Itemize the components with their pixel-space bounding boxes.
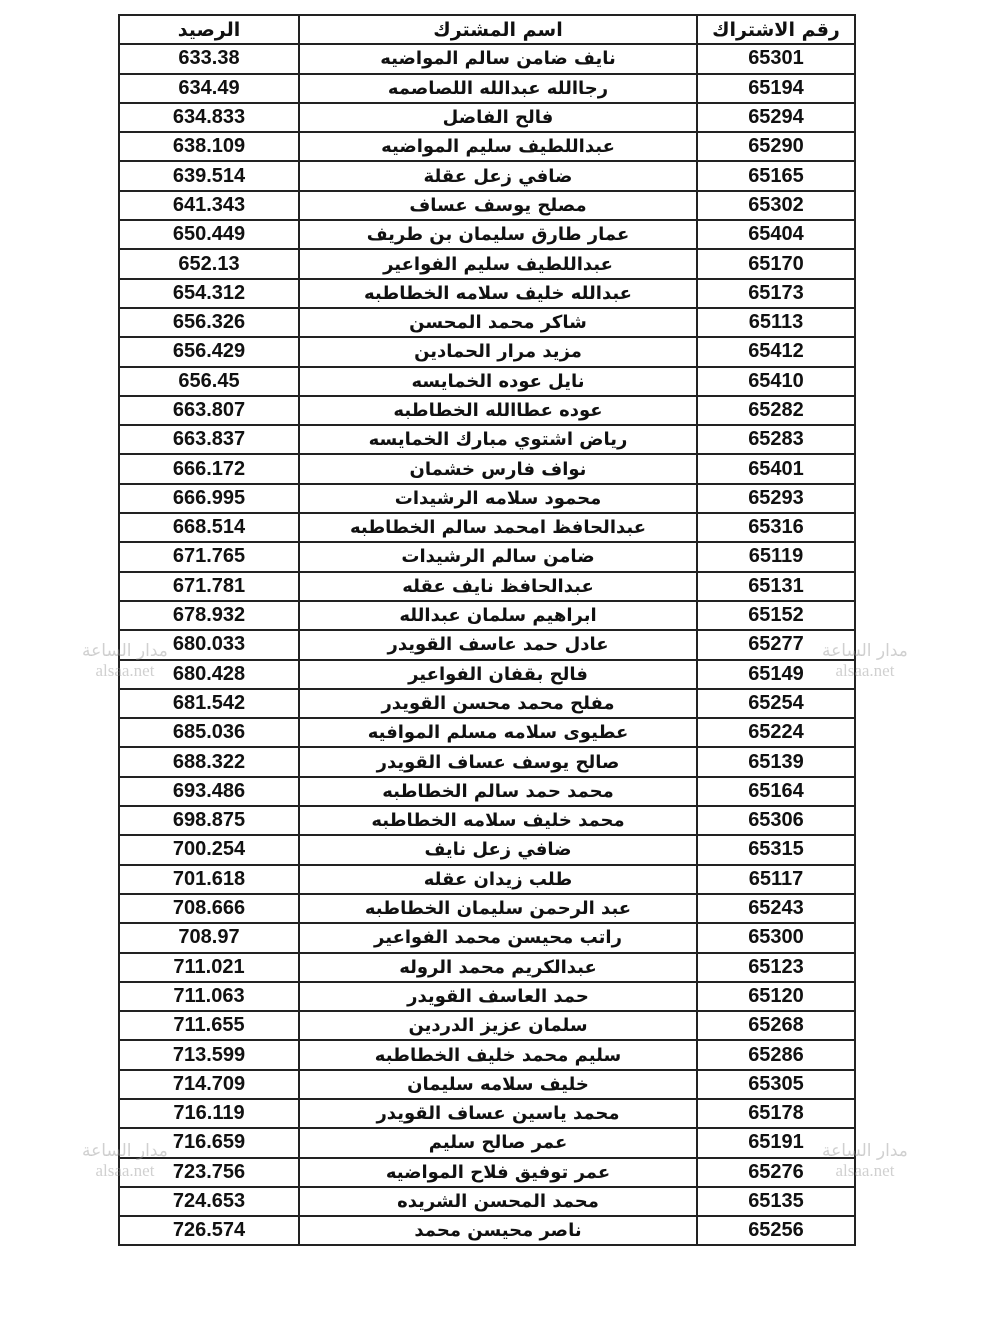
subscription-number-cell: 65243	[697, 894, 855, 923]
table-row	[119, 396, 855, 425]
table-row	[119, 367, 855, 396]
subscriber-name-cell: عبد الرحمن سليمان الخطاطبه	[299, 894, 697, 923]
subscription-number-cell: 65283	[697, 425, 855, 454]
table-row	[119, 542, 855, 571]
table-row	[119, 484, 855, 513]
table-row	[119, 337, 855, 366]
table-row	[119, 513, 855, 542]
subscription-number-cell: 65173	[697, 279, 855, 308]
balance-cell: 668.514	[119, 513, 299, 542]
subscription-number-cell: 65191	[697, 1128, 855, 1157]
header-balance: الرصيد	[119, 15, 299, 44]
table-row	[119, 1011, 855, 1040]
table-row	[119, 777, 855, 806]
balance-cell: 711.063	[119, 982, 299, 1011]
balance-cell: 708.666	[119, 894, 299, 923]
subscriber-name-cell: عبدالكريم محمد الروله	[299, 953, 697, 982]
watermark-url: alsaa.net	[835, 661, 895, 680]
watermark-url: alsaa.net	[95, 661, 155, 680]
subscription-number-cell: 65305	[697, 1070, 855, 1099]
table-row	[119, 74, 855, 103]
balance-cell: 680.033	[119, 630, 299, 659]
subscription-number-cell: 65256	[697, 1216, 855, 1245]
subscriber-name-cell: عمر صالح سليم	[299, 1128, 697, 1157]
subscriber-name-cell: محمود سلامه الرشيدات	[299, 484, 697, 513]
table-row	[119, 249, 855, 278]
subscriber-name-cell: عبداللطيف سليم الفواعير	[299, 249, 697, 278]
table-row	[119, 894, 855, 923]
table-row	[119, 660, 855, 689]
subscriber-name-cell: راتب محيسن محمد الفواعير	[299, 923, 697, 952]
subscriber-name-cell: مزيد مرار الحمادين	[299, 337, 697, 366]
subscription-number-cell: 65194	[697, 74, 855, 103]
subscriber-name-cell: محمد المحسن الشريده	[299, 1187, 697, 1216]
subscriber-name-cell: محمد خليف سلامه الخطاطبه	[299, 806, 697, 835]
header-subscriber-name: اسم المشترك	[299, 15, 697, 44]
subscription-number-cell: 65290	[697, 132, 855, 161]
balance-cell: 716.659	[119, 1128, 299, 1157]
subscriber-name-cell: خليف سلامه سليمان	[299, 1070, 697, 1099]
subscriber-name-cell: رجاالله عبدالله اللصاصمه	[299, 74, 697, 103]
header-subscription-number: رقم الاشتراك	[697, 15, 855, 44]
balance-cell: 654.312	[119, 279, 299, 308]
subscription-number-cell: 65315	[697, 835, 855, 864]
subscription-number-cell: 65135	[697, 1187, 855, 1216]
balance-cell: 633.38	[119, 44, 299, 73]
subscription-number-cell: 65165	[697, 161, 855, 190]
balance-cell: 711.655	[119, 1011, 299, 1040]
subscriber-balance-table	[118, 14, 856, 1246]
subscriber-name-cell: سليم محمد خليف الخطاطبه	[299, 1040, 697, 1069]
balance-cell: 701.618	[119, 865, 299, 894]
subscription-number-cell: 65117	[697, 865, 855, 894]
subscription-number-cell: 65178	[697, 1099, 855, 1128]
subscription-number-cell: 65301	[697, 44, 855, 73]
balance-cell: 656.326	[119, 308, 299, 337]
subscription-number-cell: 65282	[697, 396, 855, 425]
balance-cell: 708.97	[119, 923, 299, 952]
table-row	[119, 747, 855, 776]
subscriber-name-cell: رياض اشتوي مبارك الخمايسه	[299, 425, 697, 454]
table-row	[119, 718, 855, 747]
table-row	[119, 454, 855, 483]
subscription-number-cell: 65306	[697, 806, 855, 835]
subscription-number-cell: 65277	[697, 630, 855, 659]
table-row	[119, 44, 855, 73]
table-row	[119, 865, 855, 894]
subscription-number-cell: 65276	[697, 1158, 855, 1187]
watermark-url: alsaa.net	[95, 1161, 155, 1180]
subscription-number-cell: 65152	[697, 601, 855, 630]
subscriber-name-cell: ضافي زعل عقلة	[299, 161, 697, 190]
subscription-number-cell: 65254	[697, 689, 855, 718]
balance-cell: 656.45	[119, 367, 299, 396]
balance-cell: 726.574	[119, 1216, 299, 1245]
balance-cell: 713.599	[119, 1040, 299, 1069]
subscriber-name-cell: عمر توفيق فلاح المواضيه	[299, 1158, 697, 1187]
balance-cell: 634.49	[119, 74, 299, 103]
subscription-number-cell: 65139	[697, 747, 855, 776]
balance-cell: 663.837	[119, 425, 299, 454]
subscription-number-cell: 65149	[697, 660, 855, 689]
table-row	[119, 1099, 855, 1128]
table-row	[119, 1070, 855, 1099]
balance-cell: 641.343	[119, 191, 299, 220]
table-row	[119, 601, 855, 630]
balance-cell: 666.995	[119, 484, 299, 513]
subscriber-name-cell: عادل حمد عاسف القويدر	[299, 630, 697, 659]
table-row	[119, 806, 855, 835]
balance-cell: 639.514	[119, 161, 299, 190]
table-row	[119, 308, 855, 337]
table-header-row	[119, 15, 855, 44]
balance-cell: 671.781	[119, 572, 299, 601]
balance-cell: 688.322	[119, 747, 299, 776]
subscriber-name-cell: عبداللطيف سليم المواضيه	[299, 132, 697, 161]
subscriber-name-cell: عمار طارق سليمان بن طريف	[299, 220, 697, 249]
balance-cell: 723.756	[119, 1158, 299, 1187]
subscription-number-cell: 65412	[697, 337, 855, 366]
watermark-title: مدار الساعة	[82, 641, 168, 661]
balance-cell: 634.833	[119, 103, 299, 132]
subscription-number-cell: 65268	[697, 1011, 855, 1040]
subscriber-name-cell: عبدالحافظ امحمد سالم الخطاطبه	[299, 513, 697, 542]
balance-cell: 680.428	[119, 660, 299, 689]
table-row	[119, 1158, 855, 1187]
subscriber-name-cell: ضامن سالم الرشيدات	[299, 542, 697, 571]
table-row	[119, 1187, 855, 1216]
subscriber-name-cell: فالح بقفان الفواعير	[299, 660, 697, 689]
balance-cell: 666.172	[119, 454, 299, 483]
balance-cell: 724.653	[119, 1187, 299, 1216]
table-row	[119, 572, 855, 601]
subscriber-name-cell: محمد حمد سالم الخطاطبه	[299, 777, 697, 806]
balance-cell: 711.021	[119, 953, 299, 982]
balance-cell: 716.119	[119, 1099, 299, 1128]
balance-cell: 671.765	[119, 542, 299, 571]
subscription-number-cell: 65113	[697, 308, 855, 337]
subscription-number-cell: 65170	[697, 249, 855, 278]
subscriber-balance-table-container	[118, 14, 854, 1246]
table-row	[119, 1040, 855, 1069]
balance-cell: 681.542	[119, 689, 299, 718]
balance-cell: 638.109	[119, 132, 299, 161]
subscriber-name-cell: حمد العاسف القويدر	[299, 982, 697, 1011]
subscription-number-cell: 65410	[697, 367, 855, 396]
table-row	[119, 689, 855, 718]
subscription-number-cell: 65164	[697, 777, 855, 806]
subscriber-name-cell: ضافي زعل نايف	[299, 835, 697, 864]
subscriber-name-cell: محمد ياسين عساف القويدر	[299, 1099, 697, 1128]
balance-cell: 698.875	[119, 806, 299, 835]
table-row	[119, 279, 855, 308]
table-row	[119, 923, 855, 952]
table-row	[119, 220, 855, 249]
subscription-number-cell: 65131	[697, 572, 855, 601]
subscriber-name-cell: عبدالحافظ نايف عقله	[299, 572, 697, 601]
table-row	[119, 132, 855, 161]
table-row	[119, 982, 855, 1011]
balance-cell: 678.932	[119, 601, 299, 630]
subscription-number-cell: 65294	[697, 103, 855, 132]
balance-cell: 700.254	[119, 835, 299, 864]
subscriber-name-cell: نواف فارس خشمان	[299, 454, 697, 483]
subscription-number-cell: 65404	[697, 220, 855, 249]
subscriber-name-cell: شاكر محمد المحسن	[299, 308, 697, 337]
subscriber-name-cell: عوده عطاالله الخطاطبه	[299, 396, 697, 425]
watermark-title: مدار الساعة	[82, 1141, 168, 1161]
balance-cell: 652.13	[119, 249, 299, 278]
subscriber-name-cell: ناصر محيسن محمد	[299, 1216, 697, 1245]
balance-cell: 714.709	[119, 1070, 299, 1099]
watermark-title: مدار الساعة	[822, 1141, 908, 1161]
subscription-number-cell: 65123	[697, 953, 855, 982]
subscriber-name-cell: نايل عوده الخمايسه	[299, 367, 697, 396]
subscription-number-cell: 65300	[697, 923, 855, 952]
table-row	[119, 1128, 855, 1157]
subscription-number-cell: 65120	[697, 982, 855, 1011]
table-row	[119, 630, 855, 659]
subscriber-name-cell: طلب زيدان عقله	[299, 865, 697, 894]
subscriber-name-cell: مصلح يوسف عساف	[299, 191, 697, 220]
subscriber-name-cell: ابراهيم سلمان عبدالله	[299, 601, 697, 630]
subscriber-name-cell: فالح الفاضل	[299, 103, 697, 132]
subscriber-name-cell: سلمان عزيز الدردين	[299, 1011, 697, 1040]
table-row	[119, 191, 855, 220]
table-row	[119, 835, 855, 864]
subscriber-name-cell: عطيوى سلامه مسلم الموافيه	[299, 718, 697, 747]
table-row	[119, 161, 855, 190]
balance-cell: 693.486	[119, 777, 299, 806]
table-row	[119, 953, 855, 982]
subscription-number-cell: 65293	[697, 484, 855, 513]
subscription-number-cell: 65316	[697, 513, 855, 542]
table-row	[119, 425, 855, 454]
subscriber-name-cell: صالح يوسف عساف القويدر	[299, 747, 697, 776]
subscriber-name-cell: مفلح محمد محسن القويدر	[299, 689, 697, 718]
subscriber-name-cell: نايف ضامن سالم المواضيه	[299, 44, 697, 73]
balance-cell: 656.429	[119, 337, 299, 366]
balance-cell: 663.807	[119, 396, 299, 425]
watermark-url: alsaa.net	[835, 1161, 895, 1180]
subscription-number-cell: 65286	[697, 1040, 855, 1069]
subscription-number-cell: 65224	[697, 718, 855, 747]
subscriber-name-cell: عبدالله خليف سلامه الخطاطبه	[299, 279, 697, 308]
watermark-title: مدار الساعة	[822, 641, 908, 661]
table-row	[119, 103, 855, 132]
balance-cell: 650.449	[119, 220, 299, 249]
subscription-number-cell: 65119	[697, 542, 855, 571]
subscription-number-cell: 65302	[697, 191, 855, 220]
table-body	[119, 44, 855, 1245]
table-row	[119, 1216, 855, 1245]
subscription-number-cell: 65401	[697, 454, 855, 483]
balance-cell: 685.036	[119, 718, 299, 747]
